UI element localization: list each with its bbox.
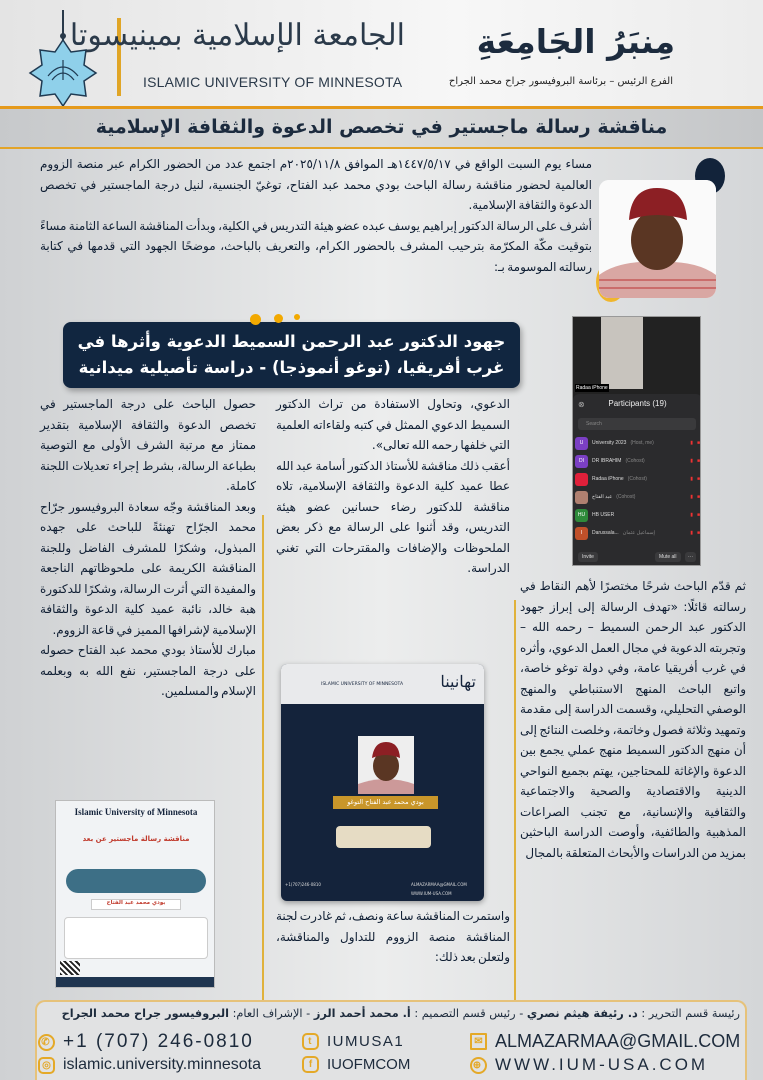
participant-avatar: DI: [575, 455, 588, 468]
invite-button: Invite: [578, 552, 598, 562]
participant-row: [575, 524, 700, 542]
poster-heading: تهانينا: [440, 672, 476, 691]
globe-icon: ⊕: [470, 1057, 487, 1074]
participant-avatar: [575, 491, 588, 504]
participant-role: (Host, me): [630, 440, 654, 446]
participants-title: Participants (19): [608, 399, 667, 408]
facebook-icon: f: [302, 1056, 319, 1073]
whatsapp-icon: ✆: [38, 1034, 55, 1051]
mid-paragraph: الدعوي، وتحاول الاستفادة من تراث الدكتور السميط الدعوي الممثل في كتبه ولقاءاته العلمية التي خلفها رحمه الله تعالى».: [276, 397, 510, 452]
mic-icon: ▮: [690, 512, 693, 518]
camera-icon: ■: [696, 476, 700, 482]
poster-name: بودي محمد عبد الفتاح التوغو: [333, 796, 438, 809]
participant-row: [575, 488, 700, 506]
camera-icon: ■: [696, 494, 700, 500]
thesis-title-banner: [63, 322, 520, 388]
email-icon: ✉: [470, 1033, 487, 1050]
more-button: ···: [685, 552, 696, 562]
participant-name: Radaa iPhone: [592, 476, 624, 482]
poster2-name: بودي محمد عبد الفتاح: [91, 899, 181, 910]
poster-phone: +1(707)246-0810: [285, 882, 321, 887]
participant-avatar: I: [575, 527, 588, 540]
video-label: Radaa iPhone: [576, 385, 608, 391]
poster2-heading: مناقشة رسالة ماجستير عن بعد: [82, 835, 190, 843]
email-text: ALMAZARMAA@GMAIL.COM: [495, 1031, 741, 1051]
mic-icon: ▮: [690, 476, 693, 482]
poster-university: ISLAMIC UNIVERSITY OF MINNESOTA: [321, 682, 404, 687]
intro-paragraph: مساء يوم السبت الواقع في ١٤٤٧/٥/١٧هـ الموافق ٢٠٢٥/١١/٨م اجتمع عدد من الحضور الكرام عبر منصة الزووم العالمية لحضور مناقشة رسالة الباحث بودي محمد عبد الفتاح، توغيّ الجنسية، لنيل درجة الماجستير في تخصص الدعوة والثقافة الإسلامية.: [40, 157, 592, 212]
instagram-text: islamic.university.minnesota: [63, 1056, 261, 1073]
phone-text: +1 (707) 246-0810: [63, 1031, 254, 1052]
column-middle: [276, 394, 510, 579]
result-paragraph: حصول الباحث على درجة الماجستير في تخصص الدعوة والثقافة الإسلامية بتقدير ممتاز مع مرتبة الشرف الأولى مع التوصية بطباعة الرسالة، بشرط إجراء تعديلات اللجنة كاملة.: [40, 397, 256, 493]
participant-name: Darussala...: [592, 530, 619, 536]
mute-all-button: Mute all: [655, 552, 681, 562]
discussion-paragraph: أعقب ذلك مناقشة للأستاذ الدكتور أسامة عبد الله عطا عميد كلية الدعوة والثقافة الإسلامية، تلاه مناقشة للدكتور رضاء حسانين عضو هيئة التدريس، وقد أثنوا على الرسالة مع ذكر بعض الملحوظات والإضافات والمقترحات التي تغني الدراسة.: [276, 458, 510, 575]
twitter-text: IUMUSA1: [327, 1033, 405, 1050]
title-rule: [0, 147, 763, 149]
thesis-title: جهود الدكتور عبد الرحمن السميط الدعوية وأثرها في غرب أفريقيا، (توغو أنموذجا) - دراسة تأصيلية ميدانية: [77, 332, 506, 377]
participant-avatar: [575, 473, 588, 486]
facebook-text: IUOFMCOM: [327, 1056, 411, 1073]
poster-email: ALMAZARMAA@GMAIL.COM: [411, 882, 467, 887]
credits-label: - رئيس قسم التصميم :: [410, 1007, 527, 1020]
intro-paragraph-2: أشرف على الرسالة الدكتور إبراهيم يوسف عبده عضو هيئة التدريس في الكلية، وبدأت المناقشة الساعة الثامنة مساءً بتوقيت مكّة المكرّمة بترحيب المشرف بالحضور الكرام، والتعريف بالباحث، موضحًا الجهود التي قدمها في كتابة رسالته الموسومة بـ:: [40, 218, 592, 274]
magazine-subtitle: الفرع الرئيس – برئاسة البروفيسور جراح محمد الجراح: [448, 76, 673, 87]
participant-name: HB USER: [592, 512, 615, 518]
footer-phone[interactable]: [38, 1031, 254, 1053]
camera-icon: ■: [696, 440, 700, 446]
participant-avatar: HU: [575, 509, 588, 522]
participant-role: (Cohost): [627, 476, 647, 482]
congrats-paragraph: مبارك للأستاذ بودي محمد عبد الفتاح حصوله على درجة الماجستير، نفع الله به وبعلمه الإسلام والمسلمين.: [40, 643, 256, 698]
supervisor-name: البروفيسور جراح محمد الجراح: [61, 1007, 229, 1020]
decorative-dots: [250, 314, 320, 326]
poster2-university: Islamic University of Minnesota: [74, 807, 198, 817]
column-divider: [262, 515, 264, 1000]
column-right: [520, 576, 746, 863]
mic-icon: ▮: [690, 494, 693, 500]
footer-website[interactable]: [470, 1055, 708, 1075]
footer-twitter[interactable]: [302, 1033, 404, 1050]
announcement-poster: [55, 800, 215, 988]
participant-role: (Cohost): [625, 458, 645, 464]
close-icon: ⊗: [578, 400, 585, 409]
summary-paragraph: ثم قدّم الباحث شرحًا مختصرًا لأهم النقاط في رسالته قائلًا: «تهدف الرسالة إلى إبراز جهود الدكتور عبد الرحمن السميط – رحمه الله – وتجربته الدعوية في مجال العمل الدعوي، وأثره في غرب أفريقيا عامة، وفي دولة توغو خاصة، واتبع الباحث المنهج الاستنباطي والمنهج الوصفي التحليلي، وقسمت الدراسة إلى مقدمة وتمهيد وثلاثة فصول وخاتمة، وخلصت النتائج إلى أن منهج الدكتور السميط منهج عملي يجمع بين الدعوة والإغاثة للمحتاجين، يهتم بجميع النواحي الدينية والاقتصادية والصحية والاجتماعية والثقافية والإنسانية، مع تجنب الصراعات المذهبية والطائفية، وأوصت الدراسة الباحثين بمزيد من الدراسات والأبحاث المتعلقة بالمجال: [520, 579, 746, 860]
twitter-icon: t: [302, 1033, 319, 1050]
poster-web: WWW.IUM-USA.COM: [411, 891, 452, 896]
poster-photo: [358, 736, 414, 794]
university-name-english: ISLAMIC UNIVERSITY OF MINNESOTA: [143, 74, 403, 90]
mic-icon: ▮: [690, 458, 693, 464]
participant-row: [575, 452, 700, 470]
researcher-photo: [599, 180, 716, 298]
participant-search: Search: [578, 418, 696, 430]
participant-name: University 2023: [592, 440, 627, 446]
congratulations-poster: [281, 664, 484, 901]
credits-label: - الإشراف العام:: [228, 1007, 314, 1020]
camera-icon: ■: [696, 512, 700, 518]
website-text: WWW.IUM-USA.COM: [495, 1055, 709, 1074]
thanks-paragraph: وبعد المناقشة وجّه سعادة البروفيسور جرّاح محمد الجرّاح تهنئةً للباحث على جهده المبذول، وشكرًا للمشرف الفاضل وللجنة المناقشة الكريمة على ملحوظاتهم الناجعة والمفيدة التي أثرت الرسالة، وشكرًا للدكتورة هبة خالد، نائبة عميد كلية الدعوة والثقافة الإسلامية لإشرافها المميز في قاعة الزووم.: [40, 499, 256, 637]
camera-icon: ■: [696, 458, 700, 464]
column-divider: [514, 600, 516, 1000]
footer-facebook[interactable]: [302, 1056, 410, 1073]
footer-instagram[interactable]: [38, 1056, 261, 1074]
participant-name: DR IBRAHIM: [592, 458, 622, 464]
credits-label: رئيسة قسم التحرير :: [637, 1007, 740, 1020]
mic-icon: ▮: [690, 530, 693, 536]
participant-row: [575, 434, 700, 452]
zoom-participants-screenshot: [572, 316, 701, 566]
column-middle-bottom: [276, 906, 510, 968]
participant-row: [575, 506, 700, 524]
column-left: [40, 394, 256, 702]
magazine-title: مِنبَرُ الجَامِعَةِ: [476, 22, 675, 61]
page-title: مناقشة رسالة ماجستير في تخصص الدعوة والثقافة الإسلامية: [95, 116, 668, 138]
video-tile: [601, 317, 643, 389]
camera-icon: ■: [696, 530, 700, 536]
participant-avatar: U: [575, 437, 588, 450]
participant-row: [575, 470, 700, 488]
article-intro: [40, 154, 592, 277]
participant-role: إسماعيل عثمان: [622, 530, 655, 536]
university-name-arabic: الجامعة الإسلامية بمينيسوتا: [69, 18, 405, 53]
credits-line: [50, 1007, 740, 1020]
editor-name: د. رئيفة هيثم نصري: [526, 1007, 638, 1020]
qr-code-icon: [60, 961, 80, 975]
designer-name: أ. محمد أحمد الرز: [313, 1007, 411, 1020]
mic-icon: ▮: [690, 440, 693, 446]
instagram-icon: ◎: [38, 1057, 55, 1074]
participant-role: (Cohost): [616, 494, 636, 500]
deliberation-paragraph: واستمرت المناقشة ساعة ونصف، ثم غادرت لجنة المناقشة منصة الزووم للتداول والمناقشة، ولتعلن بعد ذلك:: [276, 909, 510, 964]
footer-email[interactable]: [470, 1031, 740, 1052]
participant-name: عبد الفتاح: [592, 494, 613, 500]
